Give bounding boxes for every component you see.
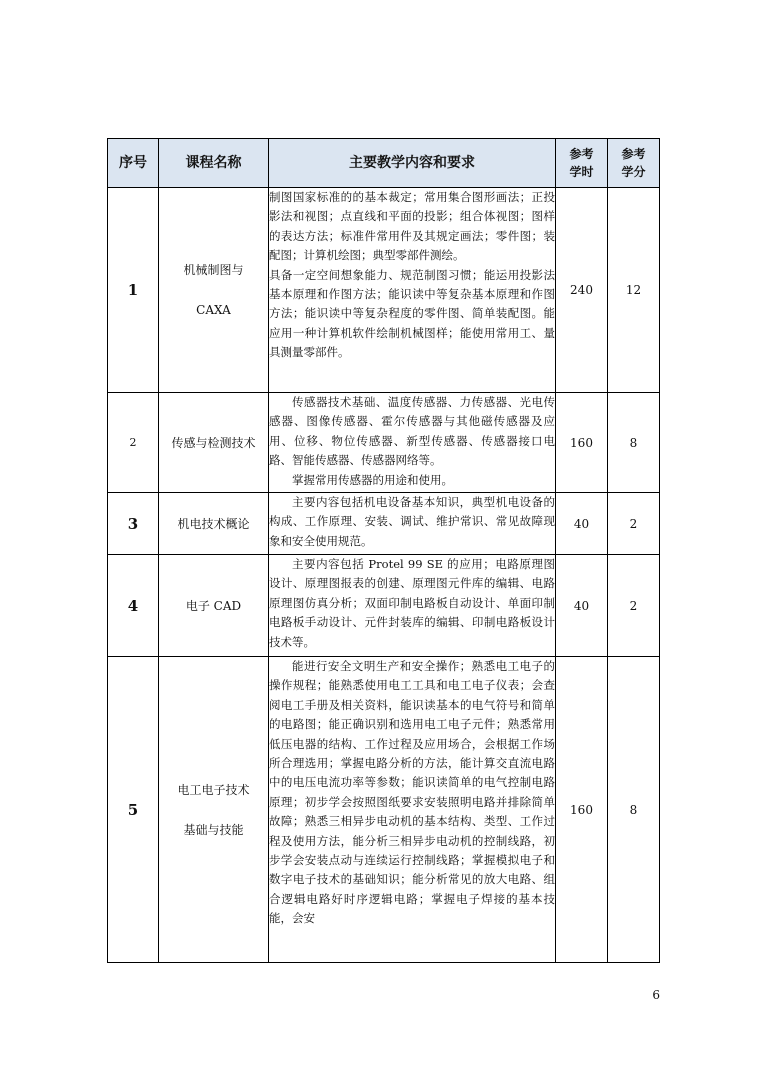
header-hours	[556, 139, 608, 188]
row-credits: 8	[608, 393, 660, 493]
row-course-name: 机电技术概论	[159, 493, 269, 555]
row-hours: 160	[556, 657, 608, 963]
header-credits-line2: 学分	[621, 165, 646, 179]
row-credits: 8	[608, 657, 660, 963]
row-content	[269, 657, 556, 963]
row-hours: 240	[556, 188, 608, 393]
course-table	[107, 138, 660, 963]
table-row	[108, 657, 660, 963]
course-name-line1: 电工电子技术	[177, 782, 250, 797]
row-course-name	[159, 657, 269, 963]
header-content: 主要教学内容和要求	[269, 139, 556, 188]
row-credits: 12	[608, 188, 660, 393]
row-content	[269, 555, 556, 657]
row-content	[269, 188, 556, 393]
header-hours-line1: 参考	[569, 147, 594, 161]
course-name-line2: CAXA	[196, 303, 231, 317]
row-credits: 2	[608, 493, 660, 555]
page-number: 6	[652, 988, 660, 1002]
header-course-name: 课程名称	[159, 139, 269, 188]
content-paragraph: 掌握常用传感器的用途和使用。	[292, 472, 453, 487]
content-paragraph: 传感器技术基础、温度传感器、力传感器、光电传感器、图像传感器、霍尔传感器与其他磁传感器及应用、位移、物位传感器、新型传感器、传感器接口电路、智能传感器、传感器网络等。	[269, 395, 555, 468]
content-paragraph: 主要内容包括 Protel 99 SE 的应用；电路原理图设计、原理图报表的创建、原理图元件库的编辑、电路原理图仿真分析；双面印制电路板自动设计、单面印制电路板手动设计、元件封装库的编辑、印制电路板设计技术等。	[269, 557, 555, 649]
row-seq: 4	[108, 555, 159, 657]
row-hours: 40	[556, 555, 608, 657]
course-name-line1: 机械制图与	[183, 263, 244, 277]
table-row	[108, 555, 660, 657]
row-hours: 40	[556, 493, 608, 555]
table-row	[108, 493, 660, 555]
table-row	[108, 393, 660, 493]
row-course-name: 电子 CAD	[159, 555, 269, 657]
course-name-line2: 基础与技能	[183, 822, 244, 837]
content-paragraph: 制图国家标准的的基本裁定；常用集合图形画法；正投影法和视图；点直线和平面的投影；组合体视图；图样的表达方法；标准件常用件及其规定画法；零件图；装配图；计算机绘图；典型零部件测绘。	[269, 190, 555, 263]
content-paragraph: 具备一定空间想象能力、规范制图习惯；能运用投影法基本原理和作图方法；能识读中等复杂基本原理和作图方法；能识读中等复杂程度的零件图、简单装配图。能应用一种计算机软件绘制机械图样；能使用常用工、量具测量零部件。	[269, 267, 555, 360]
row-seq: 1	[108, 188, 159, 393]
row-content	[269, 393, 556, 493]
header-credits	[608, 139, 660, 188]
content-paragraph: 能进行安全文明生产和安全操作；熟悉电工电子的操作规程；能熟悉使用电工工具和电工电子仪表；会查阅电工手册及相关资料，能识读基本的电气符号和简单的电路图；能正确识别和选用电工电子元件；熟悉常用低压电器的结构、工作过程及应用场合，会根据工作场所合理选用；掌握电路分析的方法，能计算交直流电路中的电压电流功率等参数；能识读简单的电气控制电路原理；初步学会按照图纸要求安装照明电路并排除简单故障；熟悉三相异步电动机的基本结构、类型、工作过程及使用方法，能分析三相异步电动机的控制线路，初步学会安装点动与连续运行控制线路；掌握模拟电子和数字电子技术的基础知识；能分析常见的放大电路、组合逻辑电路好时序逻辑电路；掌握电子焊接的基本技能，会安	[269, 659, 555, 926]
row-credits: 2	[608, 555, 660, 657]
row-seq: 3	[108, 493, 159, 555]
row-seq: 2	[108, 393, 159, 493]
row-seq: 5	[108, 657, 159, 963]
header-hours-line2: 学时	[569, 165, 594, 179]
table-header-row	[108, 139, 660, 188]
header-credits-line1: 参考	[621, 147, 646, 161]
content-paragraph: 主要内容包括机电设备基本知识，典型机电设备的构成、工作原理、安装、调试、维护常识、常见故障现象和安全使用规范。	[269, 495, 555, 548]
row-course-name: 传感与检测技术	[159, 393, 269, 493]
table-row	[108, 188, 660, 393]
row-content	[269, 493, 556, 555]
row-course-name	[159, 188, 269, 393]
row-hours: 160	[556, 393, 608, 493]
header-seq: 序号	[108, 139, 159, 188]
